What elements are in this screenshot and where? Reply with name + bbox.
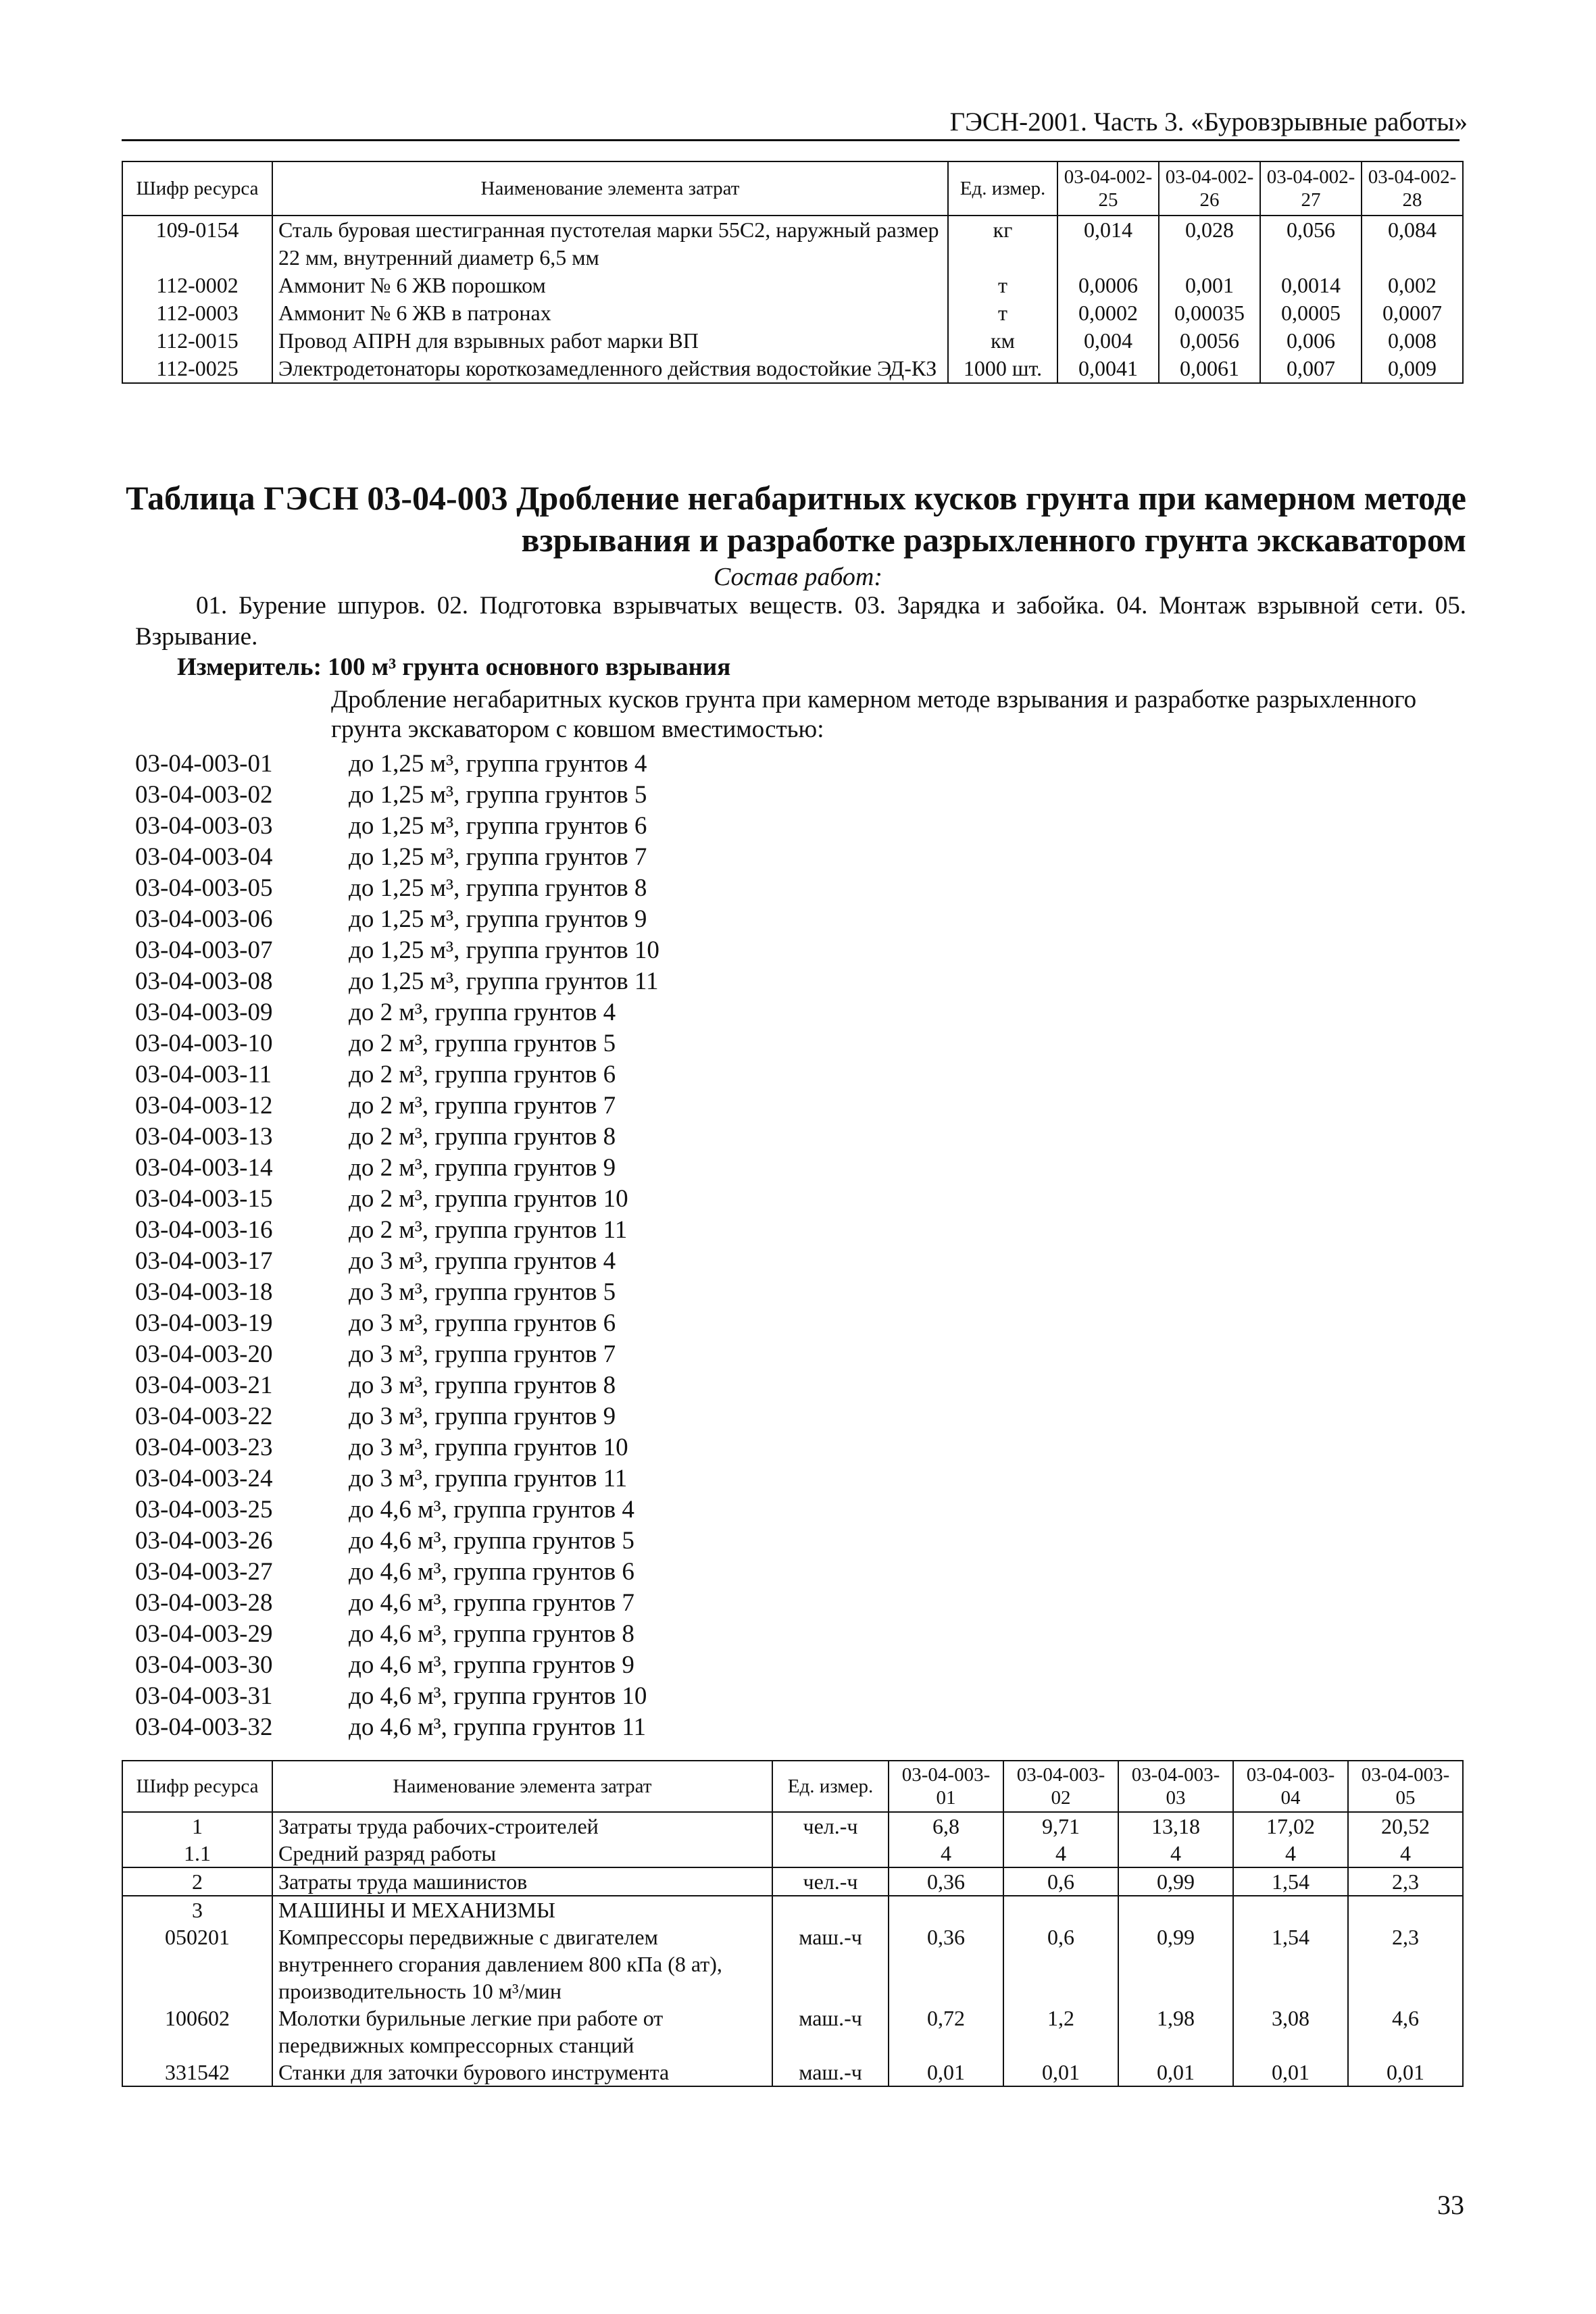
norm-description: до 4,6 м³, группа грунтов 6 (349, 1558, 634, 1586)
norm-description: до 2 м³, группа грунтов 7 (349, 1092, 616, 1120)
list-item (135, 1650, 659, 1681)
list-item (135, 1059, 659, 1090)
measure-unit: Измеритель: 100 м³ грунта основного взрывания (177, 653, 731, 681)
cell-value: 0,00035 (1159, 299, 1260, 327)
norm-description: до 1,25 м³, группа грунтов 10 (349, 936, 659, 964)
table-row (122, 2005, 1463, 2059)
cell-value: 0,056 (1260, 216, 1362, 272)
list-item (135, 1122, 659, 1153)
list-item (135, 780, 659, 811)
table-row (122, 1923, 1463, 2005)
cell-value (889, 1896, 1003, 1923)
norm-code: 03-04-003-10 (135, 1030, 273, 1057)
page-number: 33 (1437, 2190, 1464, 2220)
cell-value: 0,0056 (1159, 327, 1260, 355)
cell-value: 0,01 (1233, 2059, 1348, 2086)
cell-unit: маш.-ч (772, 2059, 889, 2086)
norm-description: до 2 м³, группа грунтов 8 (349, 1123, 616, 1151)
header-unit: Ед. измер. (772, 1761, 889, 1812)
norm-code: 03-04-003-02 (135, 781, 273, 809)
cell-unit: кг (948, 216, 1057, 272)
cell-unit: 1000 шт. (948, 355, 1057, 383)
cell-code: 112-0002 (122, 272, 272, 299)
norm-description: до 3 м³, группа грунтов 7 (349, 1340, 616, 1368)
list-item (135, 1463, 659, 1494)
list-item (135, 1370, 659, 1401)
running-header: ГЭСН-2001. Часть 3. «Буровзрывные работы» (949, 107, 1468, 136)
cell-value: 0,028 (1159, 216, 1260, 272)
norm-code-list (135, 749, 659, 1743)
norm-description: до 1,25 м³, группа грунтов 4 (349, 750, 647, 778)
cell-name: Затраты труда рабочих-строителей (272, 1812, 772, 1840)
norm-description: до 1,25 м³, группа грунтов 6 (349, 812, 647, 840)
cell-value: 4 (889, 1840, 1003, 1867)
norm-description: до 1,25 м³, группа грунтов 11 (349, 967, 659, 995)
cell-value: 0,008 (1362, 327, 1463, 355)
list-item (135, 904, 659, 935)
table-header-row (122, 1761, 1463, 1812)
norm-description: до 4,6 м³, группа грунтов 10 (349, 1682, 647, 1710)
cell-code: 112-0015 (122, 327, 272, 355)
cell-code: 1 (122, 1812, 272, 1840)
cell-value: 0,99 (1118, 1923, 1233, 2005)
cell-unit: маш.-ч (772, 2005, 889, 2059)
norm-description: до 4,6 м³, группа грунтов 9 (349, 1651, 634, 1679)
list-item (135, 1090, 659, 1122)
intro-text: Дробление негабаритных кусков грунта при камерном методе взрывания и разработке разрыхленного грунта экскаватором с ковшом вместимостью: (331, 686, 1417, 743)
header-col: 03-04-003-04 (1233, 1761, 1348, 1812)
caption-line-2: взрывания и разработке разрыхленного грунта экскаватором (521, 521, 1466, 559)
cell-value: 0,0005 (1260, 299, 1362, 327)
cell-value: 0,01 (1003, 2059, 1118, 2086)
list-item (135, 1246, 659, 1277)
cell-name: Затраты труда машинистов (272, 1867, 772, 1896)
cell-name: Аммонит № 6 ЖВ порошком (272, 272, 948, 299)
cell-code: 050201 (122, 1923, 272, 2005)
cell-name: МАШИНЫ И МЕХАНИЗМЫ (272, 1896, 772, 1923)
cell-unit (772, 1896, 889, 1923)
norm-code: 03-04-003-05 (135, 874, 273, 902)
header-col: 03-04-002-25 (1057, 161, 1159, 216)
table-row (122, 1812, 1463, 1840)
cell-value: 0,36 (889, 1923, 1003, 2005)
cell-value: 1,54 (1233, 1867, 1348, 1896)
table-row (122, 272, 1463, 299)
header-code: Шифр ресурса (122, 1761, 272, 1812)
cell-name: Молотки бурильные легкие при работе от передвижных компрессорных станций (272, 2005, 772, 2059)
norm-description: до 4,6 м³, группа грунтов 11 (349, 1713, 647, 1741)
cell-value: 0,01 (1118, 2059, 1233, 2086)
norm-code: 03-04-003-14 (135, 1154, 273, 1182)
table-row (122, 1840, 1463, 1867)
cell-value: 0,006 (1260, 327, 1362, 355)
norm-code: 03-04-003-13 (135, 1123, 273, 1151)
resources-table-1 (122, 161, 1464, 384)
cell-value: 0,007 (1260, 355, 1362, 383)
norm-description: до 2 м³, группа грунтов 5 (349, 1030, 616, 1057)
table-row (122, 299, 1463, 327)
cell-unit: км (948, 327, 1057, 355)
cell-value: 4 (1348, 1840, 1463, 1867)
cell-code: 112-0003 (122, 299, 272, 327)
cell-value (1003, 1896, 1118, 1923)
list-item (135, 1215, 659, 1246)
norm-description: до 1,25 м³, группа грунтов 8 (349, 874, 647, 902)
cell-value: 0,084 (1362, 216, 1463, 272)
cell-name: Электродетонаторы короткозамедленного действия водостойкие ЭД-КЗ (272, 355, 948, 383)
cell-code: 2 (122, 1867, 272, 1896)
header-col: 03-04-003-03 (1118, 1761, 1233, 1812)
table-row (122, 355, 1463, 383)
table-row (122, 1896, 1463, 1923)
norm-description: до 3 м³, группа грунтов 5 (349, 1278, 616, 1306)
norm-description: до 4,6 м³, группа грунтов 4 (349, 1496, 634, 1524)
norm-code: 03-04-003-15 (135, 1185, 273, 1213)
cell-value: 0,0006 (1057, 272, 1159, 299)
cell-value: 13,18 (1118, 1812, 1233, 1840)
table-row (122, 1867, 1463, 1896)
cell-value: 0,014 (1057, 216, 1159, 272)
cell-value: 0,001 (1159, 272, 1260, 299)
header-code: Шифр ресурса (122, 161, 272, 216)
cell-value: 20,52 (1348, 1812, 1463, 1840)
norm-code: 03-04-003-20 (135, 1340, 273, 1368)
works-text: 01. Бурение шпуров. 02. Подготовка взрывчатых веществ. 03. Зарядка и забойка. 04. Монтаж взрывной сети. 05. Взрывание. (135, 592, 1466, 651)
cell-value: 1,2 (1003, 2005, 1118, 2059)
cell-value: 0,0041 (1057, 355, 1159, 383)
list-item (135, 1557, 659, 1588)
cell-unit: чел.-ч (772, 1812, 889, 1840)
cell-value: 0,0007 (1362, 299, 1463, 327)
cell-value: 0,99 (1118, 1867, 1233, 1896)
header-col: 03-04-003-02 (1003, 1761, 1118, 1812)
norm-description: до 4,6 м³, группа грунтов 8 (349, 1620, 634, 1648)
cell-value: 6,8 (889, 1812, 1003, 1840)
norm-code: 03-04-003-23 (135, 1434, 273, 1461)
list-item (135, 1153, 659, 1184)
list-item (135, 1432, 659, 1463)
norm-description: до 3 м³, группа грунтов 11 (349, 1465, 628, 1492)
list-item (135, 1277, 659, 1308)
cell-name: Провод АПРН для взрывных работ марки ВП (272, 327, 948, 355)
cell-code: 100602 (122, 2005, 272, 2059)
norm-code: 03-04-003-24 (135, 1465, 273, 1492)
norm-code: 03-04-003-17 (135, 1247, 273, 1275)
caption-line-1: Таблица ГЭСН 03-04-003 Дробление негабаритных кусков грунта при камерном методе (126, 479, 1466, 517)
cell-value: 0,002 (1362, 272, 1463, 299)
list-item (135, 1028, 659, 1059)
norm-code: 03-04-003-16 (135, 1216, 273, 1244)
header-col: 03-04-002-27 (1260, 161, 1362, 216)
norm-code: 03-04-003-18 (135, 1278, 273, 1306)
norm-code: 03-04-003-21 (135, 1372, 273, 1399)
cell-value: 0,004 (1057, 327, 1159, 355)
cell-unit: т (948, 272, 1057, 299)
cell-name: Станки для заточки бурового инструмента (272, 2059, 772, 2086)
list-item (135, 997, 659, 1028)
norm-description: до 2 м³, группа грунтов 10 (349, 1185, 628, 1213)
cell-value: 3,08 (1233, 2005, 1348, 2059)
norm-code: 03-04-003-11 (135, 1061, 272, 1088)
cell-name: Аммонит № 6 ЖВ в патронах (272, 299, 948, 327)
norm-code: 03-04-003-22 (135, 1403, 273, 1430)
cell-value: 0,6 (1003, 1923, 1118, 2005)
cell-value (1348, 1896, 1463, 1923)
norm-description: до 2 м³, группа грунтов 4 (349, 999, 616, 1026)
norm-description: до 3 м³, группа грунтов 9 (349, 1403, 616, 1430)
cell-code: 109-0154 (122, 216, 272, 272)
norm-code: 03-04-003-26 (135, 1527, 273, 1555)
cell-unit: маш.-ч (772, 1923, 889, 2005)
list-item (135, 1619, 659, 1650)
header-col: 03-04-003-01 (889, 1761, 1003, 1812)
header-name: Наименование элемента затрат (272, 161, 948, 216)
cell-value: 0,72 (889, 2005, 1003, 2059)
list-item (135, 842, 659, 873)
list-item (135, 811, 659, 842)
cell-code: 3 (122, 1896, 272, 1923)
norm-code: 03-04-003-25 (135, 1496, 273, 1524)
norm-description: до 3 м³, группа грунтов 6 (349, 1309, 616, 1337)
norm-code: 03-04-003-31 (135, 1682, 273, 1710)
cell-value: 0,0014 (1260, 272, 1362, 299)
table-header-row (122, 161, 1463, 216)
header-col: 03-04-003-05 (1348, 1761, 1463, 1812)
norm-code: 03-04-003-27 (135, 1558, 273, 1586)
list-item (135, 935, 659, 966)
norm-description: до 1,25 м³, группа грунтов 5 (349, 781, 647, 809)
norm-description: до 2 м³, группа грунтов 9 (349, 1154, 616, 1182)
table-row (122, 327, 1463, 355)
cell-code: 1.1 (122, 1840, 272, 1867)
list-item (135, 1184, 659, 1215)
norm-description: до 4,6 м³, группа грунтов 7 (349, 1589, 634, 1617)
cell-value: 4 (1118, 1840, 1233, 1867)
list-item (135, 1494, 659, 1526)
cell-unit (772, 1840, 889, 1867)
cell-value: 9,71 (1003, 1812, 1118, 1840)
cell-name: Компрессоры передвижные с двигателем внутреннего сгорания давлением 800 кПа (8 ат), производительность 10 м³/мин (272, 1923, 772, 2005)
list-item (135, 873, 659, 904)
list-item (135, 1588, 659, 1619)
cell-value: 17,02 (1233, 1812, 1348, 1840)
norm-description: до 1,25 м³, группа грунтов 9 (349, 905, 647, 933)
norm-code: 03-04-003-29 (135, 1620, 273, 1648)
norm-code: 03-04-003-09 (135, 999, 273, 1026)
list-item (135, 966, 659, 997)
cell-value (1233, 1896, 1348, 1923)
norm-code: 03-04-003-06 (135, 905, 273, 933)
cell-value: 0,009 (1362, 355, 1463, 383)
cell-value: 4,6 (1348, 2005, 1463, 2059)
norm-description: до 3 м³, группа грунтов 4 (349, 1247, 616, 1275)
resources-table-2 (122, 1760, 1464, 2087)
list-item (135, 1526, 659, 1557)
cell-name: Средний разряд работы (272, 1840, 772, 1867)
norm-description: до 3 м³, группа грунтов 10 (349, 1434, 628, 1461)
cell-value: 0,6 (1003, 1867, 1118, 1896)
cell-value: 0,0002 (1057, 299, 1159, 327)
header-name: Наименование элемента затрат (272, 1761, 772, 1812)
norm-description: до 2 м³, группа грунтов 6 (349, 1061, 616, 1088)
list-item (135, 1339, 659, 1370)
norm-code: 03-04-003-03 (135, 812, 273, 840)
list-item (135, 1401, 659, 1432)
cell-name: Сталь буровая шестигранная пустотелая марки 55С2, наружный размер 22 мм, внутренний диаметр 6,5 мм (272, 216, 948, 272)
list-item (135, 1308, 659, 1339)
norm-description: до 4,6 м³, группа грунтов 5 (349, 1527, 634, 1555)
header-col: 03-04-002-28 (1362, 161, 1463, 216)
table-caption (101, 477, 1466, 561)
norm-description: до 3 м³, группа грунтов 8 (349, 1372, 616, 1399)
norm-code: 03-04-003-30 (135, 1651, 273, 1679)
cell-value: 2,3 (1348, 1867, 1463, 1896)
cell-value: 0,0061 (1159, 355, 1260, 383)
norm-code: 03-04-003-19 (135, 1309, 273, 1337)
list-item (135, 1681, 659, 1712)
norm-code: 03-04-003-04 (135, 843, 273, 871)
cell-value: 0,01 (1348, 2059, 1463, 2086)
list-item (135, 1712, 659, 1743)
table-row (122, 2059, 1463, 2086)
header-rule (122, 139, 1460, 141)
cell-value: 1,98 (1118, 2005, 1233, 2059)
cell-code: 112-0025 (122, 355, 272, 383)
works-subtitle: Состав работ: (713, 563, 883, 591)
cell-unit: т (948, 299, 1057, 327)
norm-code: 03-04-003-32 (135, 1713, 273, 1741)
norm-description: до 1,25 м³, группа грунтов 7 (349, 843, 647, 871)
list-item (135, 749, 659, 780)
cell-value: 4 (1233, 1840, 1348, 1867)
norm-code: 03-04-003-08 (135, 967, 273, 995)
cell-unit: чел.-ч (772, 1867, 889, 1896)
cell-value: 4 (1003, 1840, 1118, 1867)
norm-description: до 2 м³, группа грунтов 11 (349, 1216, 628, 1244)
norm-code: 03-04-003-01 (135, 750, 273, 778)
cell-code: 331542 (122, 2059, 272, 2086)
norm-code: 03-04-003-28 (135, 1589, 273, 1617)
header-unit: Ед. измер. (948, 161, 1057, 216)
header-col: 03-04-002-26 (1159, 161, 1260, 216)
table-row (122, 216, 1463, 272)
cell-value: 0,01 (889, 2059, 1003, 2086)
cell-value: 2,3 (1348, 1923, 1463, 2005)
norm-code: 03-04-003-07 (135, 936, 273, 964)
cell-value: 0,36 (889, 1867, 1003, 1896)
cell-value: 1,54 (1233, 1923, 1348, 2005)
norm-code: 03-04-003-12 (135, 1092, 273, 1120)
cell-value (1118, 1896, 1233, 1923)
